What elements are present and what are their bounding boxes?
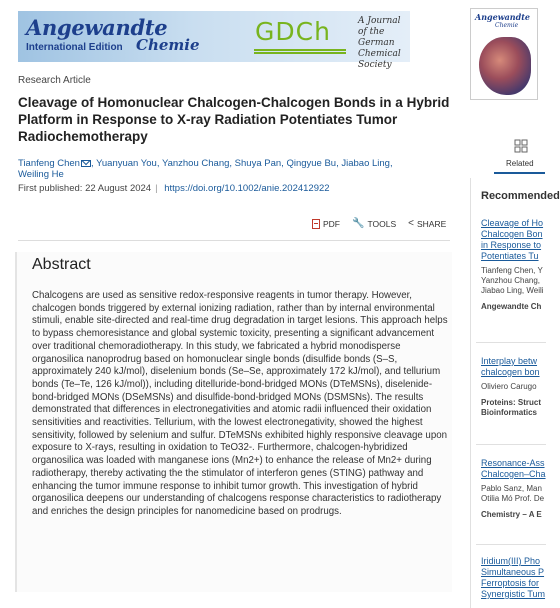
related-icon[interactable] xyxy=(514,139,528,153)
author-link[interactable]: Tianfeng Chen xyxy=(18,158,80,169)
first-published-date: 22 August 2024 xyxy=(85,183,152,194)
cover-artwork xyxy=(479,37,531,95)
divider xyxy=(476,444,546,445)
recommended-heading: Recommended xyxy=(481,190,560,202)
recommended-authors: Pablo Sanz, Man Otilia Mó Prof. De xyxy=(481,484,545,503)
mail-icon[interactable] xyxy=(81,160,91,167)
gdch-logo: GDCh xyxy=(255,17,331,46)
share-label: SHARE xyxy=(416,218,447,229)
recommended-title[interactable]: Iridium(III) Pho Simultaneous P Ferroptosis for Synergistic Tum xyxy=(481,556,546,599)
recommended-journal: Chemistry – A E xyxy=(481,510,542,519)
pdf-button[interactable] xyxy=(312,218,340,229)
article-type: Research Article xyxy=(18,75,91,86)
recommended-item[interactable] xyxy=(481,356,551,418)
author-link[interactable]: Jiabao Ling xyxy=(341,158,390,169)
share-icon: < xyxy=(408,218,414,229)
recommended-title[interactable]: Interplay betw chalcogen bon xyxy=(481,356,540,377)
author-link[interactable]: Shuya Pan xyxy=(234,158,282,169)
recommended-item[interactable] xyxy=(481,556,551,600)
recommended-journal: Angewandte Ch xyxy=(481,302,542,311)
share-button[interactable] xyxy=(408,218,446,229)
recommended-title[interactable]: Resonance-Ass Chalcogen–Cha xyxy=(481,458,546,479)
separator: | xyxy=(155,183,158,194)
recommended-authors: Oliviero Carugo xyxy=(481,382,537,391)
article-title: Cleavage of Homonuclear Chalcogen-Chalcogen Bonds in a Hybrid Platform in Response to X-ray Radiation Potentiates Tumor Radiochemotherapy xyxy=(18,95,450,144)
abstract-section xyxy=(15,252,452,592)
first-published-label: First published: xyxy=(18,183,83,194)
journal-edition: International Edition xyxy=(26,42,123,53)
journal-cover[interactable] xyxy=(470,8,538,100)
author-list: Tianfeng Chen , Yuanyuan You, Yanzhou Chang, Shuya Pan, Qingyue Bu, Jiabao Ling, Weiling He xyxy=(18,158,393,180)
gdch-logo-lines xyxy=(254,49,346,54)
abstract-text: Chalcogens are used as sensitive redox-responsive reagents in tumor therapy. However, chalcogen bonds triggered by external ionizing radiation, rather than by internal environmental stimuli, enable site-directed and real-time drug degradation in target lesions. This approach helps to bypass chemoresistance and global systemic toxicity, presenting a significant advancement over traditional chemoradiotherapy. In this study, we fabricated a hybrid monodisperse organosilica nanoprodrug based on homonuclear single bonds (disulfide bonds (S–S, approximately 240 kJ/mol), diselenium bonds (Se–Se, approximately 172 kJ/mol), and tellurium bonds (Te–Te, 126 kJ/mol)), including ditelluride-bond-bridged MONs (DTeMSNs), diselenide-bond-bridged MONs (DSeMSNs) and disulfide-bond-bridged MONs (DSMSNs). The results demonstrated that differences in electronegativities and atomic radii influenced their oxidation sensitivities and reactivities. Tellurium, with the lowest electronegativity, showed the highest sensitivity, followed by selenium and sulfur. DTeMSNs exhibited highly responsive cleavage upon exposure to X-rays, resulting in oxidation to TeO32-. Furthermore, chalcogen-hybridized organosilica was loaded with manganese ions (Mn2+) to enhance the release of Mn2+ during radiotherapy, thereby activating the the stimulator of interferon genes (STING) pathway and enhancing the tumor immune response to inhibit tumor growth. This investigation of hybrid organosilica deepens our understanding of chalcogens response characteristics to radiotherapy and enriches the design principles for nanomedicine based on prodrugs. xyxy=(32,290,448,517)
pdf-icon xyxy=(312,219,320,229)
journal-name: Angewandte xyxy=(26,15,168,40)
journal-banner[interactable] xyxy=(18,11,410,70)
journal-chemie: Chemie xyxy=(136,36,200,54)
related-tab[interactable]: Related xyxy=(506,159,534,168)
recommended-item[interactable] xyxy=(481,218,551,312)
abstract-heading: Abstract xyxy=(32,256,91,273)
recommended-item[interactable] xyxy=(481,458,551,520)
cover-subtitle: Chemie xyxy=(495,22,519,29)
tools-label: TOOLS xyxy=(367,218,397,229)
pdf-label: PDF xyxy=(323,218,340,229)
wrench-icon: 🔧 xyxy=(352,218,365,229)
divider xyxy=(476,544,546,545)
publication-info xyxy=(18,183,330,194)
author-link[interactable]: Yanzhou Chang xyxy=(161,158,230,169)
author-link[interactable]: Weiling He xyxy=(18,169,64,180)
author-link[interactable]: Yuanyuan You xyxy=(96,158,157,169)
divider xyxy=(476,342,546,343)
active-tab-indicator xyxy=(494,172,545,174)
recommended-authors: Tianfeng Chen, Y Yanzhou Chang, Jiabao Ling, Weili xyxy=(481,266,544,295)
recommended-title[interactable]: Cleavage of Ho Chalcogen Bon in Response to Potentiates Tu xyxy=(481,218,544,261)
article-actions xyxy=(312,218,446,229)
cover-title: Angewandte xyxy=(475,12,530,22)
divider xyxy=(18,240,450,241)
journal-tagline: A Journal of the German Chemical Society xyxy=(358,16,401,70)
recommended-journal: Proteins: Struct Bioinformatics xyxy=(481,398,542,417)
tools-button[interactable] xyxy=(352,218,396,229)
doi-link[interactable]: https://doi.org/10.1002/anie.202412922 xyxy=(164,183,330,194)
author-link[interactable]: Qingyue Bu xyxy=(286,158,337,169)
